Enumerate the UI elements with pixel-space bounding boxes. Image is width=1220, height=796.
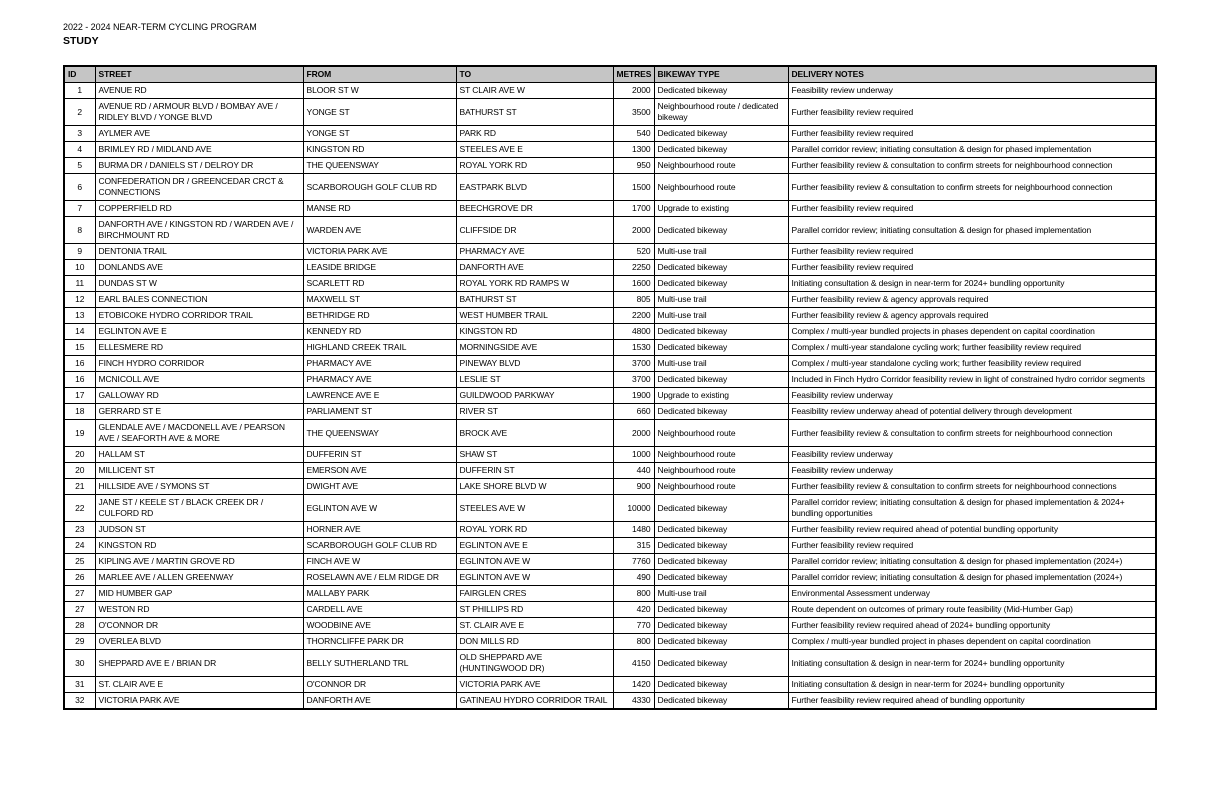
bikeway-cell: Dedicated bikeway [654, 677, 788, 693]
to-cell: EGLINTON AVE W [456, 570, 613, 586]
bikeway-cell: Dedicated bikeway [654, 618, 788, 634]
notes-cell: Further feasibility review & consultation to confirm streets for neighbourhood connection [788, 158, 1156, 174]
notes-cell: Further feasibility review required [788, 126, 1156, 142]
bikeway-cell: Dedicated bikeway [654, 634, 788, 650]
bikeway-cell: Dedicated bikeway [654, 404, 788, 420]
bikeway-cell: Multi-use trail [654, 292, 788, 308]
id-cell: 19 [64, 420, 95, 447]
notes-cell: Parallel corridor review; initiating consultation & design for phased implementation (2024+) [788, 554, 1156, 570]
metres-cell: 900 [613, 479, 654, 495]
cycling-program-table [63, 65, 1157, 710]
id-cell: 21 [64, 479, 95, 495]
bikeway-cell: Dedicated bikeway [654, 693, 788, 710]
from-cell: EMERSON AVE [303, 463, 456, 479]
id-cell: 29 [64, 634, 95, 650]
street-cell: CONFEDERATION DR / GREENCEDAR CRCT & CONNECTIONS [95, 174, 303, 201]
street-cell: JANE ST / KEELE ST / BLACK CREEK DR / CULFORD RD [95, 495, 303, 522]
id-cell: 8 [64, 217, 95, 244]
metres-cell: 315 [613, 538, 654, 554]
id-cell: 12 [64, 292, 95, 308]
notes-cell: Feasibility review underway [788, 83, 1156, 99]
table-row [64, 324, 1156, 340]
metres-cell: 7760 [613, 554, 654, 570]
street-cell: MCNICOLL AVE [95, 372, 303, 388]
table-row [64, 308, 1156, 324]
from-cell: HORNER AVE [303, 522, 456, 538]
table-row [64, 292, 1156, 308]
street-cell: FINCH HYDRO CORRIDOR [95, 356, 303, 372]
table-row [64, 650, 1156, 677]
table-row [64, 602, 1156, 618]
bikeway-cell: Multi-use trail [654, 244, 788, 260]
street-cell: KINGSTON RD [95, 538, 303, 554]
notes-cell: Parallel corridor review; initiating consultation & design for phased implementation [788, 142, 1156, 158]
street-cell: COPPERFIELD RD [95, 201, 303, 217]
id-cell: 18 [64, 404, 95, 420]
from-cell: FINCH AVE W [303, 554, 456, 570]
to-cell: GUILDWOOD PARKWAY [456, 388, 613, 404]
id-cell: 14 [64, 324, 95, 340]
to-cell: BATHURST ST [456, 99, 613, 126]
id-cell: 1 [64, 83, 95, 99]
metres-cell: 420 [613, 602, 654, 618]
id-cell: 32 [64, 693, 95, 710]
metres-cell: 1300 [613, 142, 654, 158]
bikeway-cell: Neighbourhood route [654, 463, 788, 479]
notes-cell: Initiating consultation & design in near-term for 2024+ bundling opportunity [788, 677, 1156, 693]
notes-cell: Included in Finch Hydro Corridor feasibility review in light of constrained hydro corridor segments [788, 372, 1156, 388]
notes-cell: Environmental Assessment underway [788, 586, 1156, 602]
from-cell: WOODBINE AVE [303, 618, 456, 634]
column-header-id: ID [64, 66, 95, 83]
table-row [64, 554, 1156, 570]
id-cell: 5 [64, 158, 95, 174]
notes-cell: Further feasibility review & consultation to confirm streets for neighbourhood connection [788, 420, 1156, 447]
table-row [64, 174, 1156, 201]
id-cell: 11 [64, 276, 95, 292]
from-cell: PHARMACY AVE [303, 372, 456, 388]
to-cell: STEELES AVE W [456, 495, 613, 522]
metres-cell: 3500 [613, 99, 654, 126]
street-cell: MILLICENT ST [95, 463, 303, 479]
street-cell: ST. CLAIR AVE E [95, 677, 303, 693]
notes-cell: Further feasibility review required ahead of bundling opportunity [788, 693, 1156, 710]
column-header-street: STREET [95, 66, 303, 83]
notes-cell: Complex / multi-year standalone cycling work; further feasibility review required [788, 340, 1156, 356]
id-cell: 30 [64, 650, 95, 677]
metres-cell: 490 [613, 570, 654, 586]
table-row [64, 693, 1156, 710]
metres-cell: 660 [613, 404, 654, 420]
table-row [64, 677, 1156, 693]
bikeway-cell: Neighbourhood route [654, 158, 788, 174]
to-cell: DON MILLS RD [456, 634, 613, 650]
table-row [64, 495, 1156, 522]
from-cell: O'CONNOR DR [303, 677, 456, 693]
notes-cell: Further feasibility review required [788, 99, 1156, 126]
from-cell: CARDELL AVE [303, 602, 456, 618]
metres-cell: 1480 [613, 522, 654, 538]
to-cell: EASTPARK BLVD [456, 174, 613, 201]
table-row [64, 420, 1156, 447]
street-cell: AVENUE RD [95, 83, 303, 99]
id-cell: 20 [64, 463, 95, 479]
metres-cell: 3700 [613, 356, 654, 372]
to-cell: SHAW ST [456, 447, 613, 463]
street-cell: MARLEE AVE / ALLEN GREENWAY [95, 570, 303, 586]
id-cell: 9 [64, 244, 95, 260]
bikeway-cell: Dedicated bikeway [654, 142, 788, 158]
table-row [64, 99, 1156, 126]
metres-cell: 1530 [613, 340, 654, 356]
metres-cell: 800 [613, 634, 654, 650]
table-row [64, 260, 1156, 276]
to-cell: DANFORTH AVE [456, 260, 613, 276]
metres-cell: 4800 [613, 324, 654, 340]
table-row [64, 201, 1156, 217]
street-cell: AYLMER AVE [95, 126, 303, 142]
metres-cell: 1000 [613, 447, 654, 463]
street-cell: DENTONIA TRAIL [95, 244, 303, 260]
street-cell: GALLOWAY RD [95, 388, 303, 404]
id-cell: 24 [64, 538, 95, 554]
id-cell: 10 [64, 260, 95, 276]
program-title: 2022 - 2024 NEAR-TERM CYCLING PROGRAM [63, 22, 257, 32]
bikeway-cell: Upgrade to existing [654, 201, 788, 217]
column-header-to: TO [456, 66, 613, 83]
metres-cell: 440 [613, 463, 654, 479]
notes-cell: Parallel corridor review; initiating consultation & design for phased implementation [788, 217, 1156, 244]
table-row [64, 372, 1156, 388]
bikeway-cell: Neighbourhood route / dedicated bikeway [654, 99, 788, 126]
notes-cell: Further feasibility review & agency approvals required [788, 308, 1156, 324]
to-cell: ROYAL YORK RD [456, 522, 613, 538]
from-cell: YONGE ST [303, 99, 456, 126]
street-cell: DONLANDS AVE [95, 260, 303, 276]
metres-cell: 520 [613, 244, 654, 260]
bikeway-cell: Neighbourhood route [654, 420, 788, 447]
table-row [64, 356, 1156, 372]
street-cell: AVENUE RD / ARMOUR BLVD / BOMBAY AVE / RIDLEY BLVD / YONGE BLVD [95, 99, 303, 126]
street-cell: WESTON RD [95, 602, 303, 618]
table-row [64, 404, 1156, 420]
bikeway-cell: Neighbourhood route [654, 447, 788, 463]
to-cell: PHARMACY AVE [456, 244, 613, 260]
from-cell: ROSELAWN AVE / ELM RIDGE DR [303, 570, 456, 586]
notes-cell: Further feasibility review required ahead of 2024+ bundling opportunity [788, 618, 1156, 634]
id-cell: 6 [64, 174, 95, 201]
metres-cell: 10000 [613, 495, 654, 522]
table-row [64, 126, 1156, 142]
from-cell: MANSE RD [303, 201, 456, 217]
id-cell: 4 [64, 142, 95, 158]
notes-cell: Further feasibility review required [788, 201, 1156, 217]
street-cell: BRIMLEY RD / MIDLAND AVE [95, 142, 303, 158]
bikeway-cell: Dedicated bikeway [654, 570, 788, 586]
table-row [64, 142, 1156, 158]
id-cell: 16 [64, 372, 95, 388]
id-cell: 7 [64, 201, 95, 217]
table-row [64, 586, 1156, 602]
metres-cell: 1420 [613, 677, 654, 693]
notes-cell: Feasibility review underway [788, 463, 1156, 479]
metres-cell: 2000 [613, 420, 654, 447]
from-cell: WARDEN AVE [303, 217, 456, 244]
bikeway-cell: Multi-use trail [654, 356, 788, 372]
metres-cell: 540 [613, 126, 654, 142]
to-cell: ST PHILLIPS RD [456, 602, 613, 618]
from-cell: MAXWELL ST [303, 292, 456, 308]
bikeway-cell: Dedicated bikeway [654, 372, 788, 388]
street-cell: ELLESMERE RD [95, 340, 303, 356]
street-cell: GERRARD ST E [95, 404, 303, 420]
street-cell: KIPLING AVE / MARTIN GROVE RD [95, 554, 303, 570]
from-cell: KINGSTON RD [303, 142, 456, 158]
from-cell: VICTORIA PARK AVE [303, 244, 456, 260]
from-cell: DANFORTH AVE [303, 693, 456, 710]
id-cell: 17 [64, 388, 95, 404]
notes-cell: Complex / multi-year bundled project in phases dependent on capital coordination [788, 634, 1156, 650]
from-cell: SCARLETT RD [303, 276, 456, 292]
metres-cell: 4330 [613, 693, 654, 710]
from-cell: PARLIAMENT ST [303, 404, 456, 420]
table-row [64, 244, 1156, 260]
to-cell: ST CLAIR AVE W [456, 83, 613, 99]
table-row [64, 570, 1156, 586]
table-row [64, 447, 1156, 463]
to-cell: LESLIE ST [456, 372, 613, 388]
street-cell: EARL BALES CONNECTION [95, 292, 303, 308]
notes-cell: Feasibility review underway [788, 447, 1156, 463]
notes-cell: Parallel corridor review; initiating consultation & design for phased implementation & 2024+ bundling opportunities [788, 495, 1156, 522]
metres-cell: 1900 [613, 388, 654, 404]
id-cell: 31 [64, 677, 95, 693]
bikeway-cell: Dedicated bikeway [654, 83, 788, 99]
to-cell: PARK RD [456, 126, 613, 142]
table-row [64, 522, 1156, 538]
id-cell: 3 [64, 126, 95, 142]
from-cell: THORNCLIFFE PARK DR [303, 634, 456, 650]
from-cell: BELLY SUTHERLAND TRL [303, 650, 456, 677]
street-cell: GLENDALE AVE / MACDONELL AVE / PEARSON AVE / SEAFORTH AVE & MORE [95, 420, 303, 447]
id-cell: 27 [64, 602, 95, 618]
to-cell: PINEWAY BLVD [456, 356, 613, 372]
bikeway-cell: Dedicated bikeway [654, 602, 788, 618]
to-cell: RIVER ST [456, 404, 613, 420]
title-block [63, 22, 257, 48]
from-cell: LEASIDE BRIDGE [303, 260, 456, 276]
to-cell: OLD SHEPPARD AVE (HUNTINGWOOD DR) [456, 650, 613, 677]
metres-cell: 2000 [613, 217, 654, 244]
notes-cell: Initiating consultation & design in near-term for 2024+ bundling opportunity [788, 276, 1156, 292]
metres-cell: 2000 [613, 83, 654, 99]
table-header-row [64, 66, 1156, 83]
table-row [64, 388, 1156, 404]
street-cell: VICTORIA PARK AVE [95, 693, 303, 710]
table-row [64, 538, 1156, 554]
street-cell: OVERLEA BLVD [95, 634, 303, 650]
street-cell: DANFORTH AVE / KINGSTON RD / WARDEN AVE / BIRCHMOUNT RD [95, 217, 303, 244]
bikeway-cell: Multi-use trail [654, 586, 788, 602]
notes-cell: Route dependent on outcomes of primary route feasibility (Mid-Humber Gap) [788, 602, 1156, 618]
id-cell: 23 [64, 522, 95, 538]
bikeway-cell: Neighbourhood route [654, 174, 788, 201]
from-cell: BETHRIDGE RD [303, 308, 456, 324]
bikeway-cell: Neighbourhood route [654, 479, 788, 495]
table-row [64, 158, 1156, 174]
table-row [64, 463, 1156, 479]
from-cell: HIGHLAND CREEK TRAIL [303, 340, 456, 356]
street-cell: HILLSIDE AVE / SYMONS ST [95, 479, 303, 495]
to-cell: EGLINTON AVE W [456, 554, 613, 570]
metres-cell: 3700 [613, 372, 654, 388]
id-cell: 28 [64, 618, 95, 634]
from-cell: SCARBOROUGH GOLF CLUB RD [303, 538, 456, 554]
bikeway-cell: Dedicated bikeway [654, 276, 788, 292]
metres-cell: 4150 [613, 650, 654, 677]
metres-cell: 1700 [613, 201, 654, 217]
notes-cell: Further feasibility review required [788, 538, 1156, 554]
from-cell: SCARBOROUGH GOLF CLUB RD [303, 174, 456, 201]
notes-cell: Complex / multi-year bundled projects in phases dependent on capital coordination [788, 324, 1156, 340]
to-cell: LAKE SHORE BLVD W [456, 479, 613, 495]
bikeway-cell: Dedicated bikeway [654, 495, 788, 522]
column-header-metres: METRES [613, 66, 654, 83]
metres-cell: 2250 [613, 260, 654, 276]
id-cell: 20 [64, 447, 95, 463]
id-cell: 25 [64, 554, 95, 570]
metres-cell: 805 [613, 292, 654, 308]
notes-cell: Further feasibility review & consultation to confirm streets for neighbourhood connections [788, 479, 1156, 495]
bikeway-cell: Dedicated bikeway [654, 522, 788, 538]
street-cell: O'CONNOR DR [95, 618, 303, 634]
bikeway-cell: Dedicated bikeway [654, 324, 788, 340]
table-row [64, 276, 1156, 292]
notes-cell: Further feasibility review required ahead of potential bundling opportunity [788, 522, 1156, 538]
to-cell: FAIRGLEN CRES [456, 586, 613, 602]
bikeway-cell: Dedicated bikeway [654, 538, 788, 554]
street-cell: HALLAM ST [95, 447, 303, 463]
bikeway-cell: Upgrade to existing [654, 388, 788, 404]
table-row [64, 618, 1156, 634]
table-row [64, 217, 1156, 244]
street-cell: BURMA DR / DANIELS ST / DELROY DR [95, 158, 303, 174]
notes-cell: Complex / multi-year standalone cycling work; further feasibility review required [788, 356, 1156, 372]
table-body [64, 83, 1156, 710]
to-cell: BATHURST ST [456, 292, 613, 308]
notes-cell: Further feasibility review required [788, 260, 1156, 276]
metres-cell: 2200 [613, 308, 654, 324]
street-cell: ETOBICOKE HYDRO CORRIDOR TRAIL [95, 308, 303, 324]
bikeway-cell: Dedicated bikeway [654, 126, 788, 142]
metres-cell: 1600 [613, 276, 654, 292]
metres-cell: 770 [613, 618, 654, 634]
to-cell: ROYAL YORK RD [456, 158, 613, 174]
street-cell: DUNDAS ST W [95, 276, 303, 292]
metres-cell: 950 [613, 158, 654, 174]
bikeway-cell: Multi-use trail [654, 308, 788, 324]
to-cell: WEST HUMBER TRAIL [456, 308, 613, 324]
to-cell: BROCK AVE [456, 420, 613, 447]
from-cell: LAWRENCE AVE E [303, 388, 456, 404]
to-cell: ROYAL YORK RD RAMPS W [456, 276, 613, 292]
street-cell: EGLINTON AVE E [95, 324, 303, 340]
column-header-delivery-notes: DELIVERY NOTES [788, 66, 1156, 83]
id-cell: 27 [64, 586, 95, 602]
notes-cell: Further feasibility review required [788, 244, 1156, 260]
from-cell: MALLABY PARK [303, 586, 456, 602]
notes-cell: Feasibility review underway [788, 388, 1156, 404]
metres-cell: 1500 [613, 174, 654, 201]
notes-cell: Feasibility review underway ahead of potential delivery through development [788, 404, 1156, 420]
to-cell: EGLINTON AVE E [456, 538, 613, 554]
table-row [64, 83, 1156, 99]
to-cell: STEELES AVE E [456, 142, 613, 158]
to-cell: DUFFERIN ST [456, 463, 613, 479]
street-cell: MID HUMBER GAP [95, 586, 303, 602]
bikeway-cell: Dedicated bikeway [654, 340, 788, 356]
from-cell: DUFFERIN ST [303, 447, 456, 463]
column-header-from: FROM [303, 66, 456, 83]
to-cell: BEECHGROVE DR [456, 201, 613, 217]
to-cell: GATINEAU HYDRO CORRIDOR TRAIL [456, 693, 613, 710]
from-cell: BLOOR ST W [303, 83, 456, 99]
street-cell: JUDSON ST [95, 522, 303, 538]
id-cell: 22 [64, 495, 95, 522]
to-cell: KINGSTON RD [456, 324, 613, 340]
from-cell: KENNEDY RD [303, 324, 456, 340]
table-row [64, 634, 1156, 650]
from-cell: PHARMACY AVE [303, 356, 456, 372]
section-title: STUDY [63, 35, 99, 47]
bikeway-cell: Dedicated bikeway [654, 554, 788, 570]
table-row [64, 479, 1156, 495]
bikeway-cell: Dedicated bikeway [654, 217, 788, 244]
table-row [64, 340, 1156, 356]
to-cell: CLIFFSIDE DR [456, 217, 613, 244]
to-cell: MORNINGSIDE AVE [456, 340, 613, 356]
bikeway-cell: Dedicated bikeway [654, 260, 788, 276]
from-cell: YONGE ST [303, 126, 456, 142]
id-cell: 2 [64, 99, 95, 126]
from-cell: EGLINTON AVE W [303, 495, 456, 522]
notes-cell: Initiating consultation & design in near-term for 2024+ bundling opportunity [788, 650, 1156, 677]
street-cell: SHEPPARD AVE E / BRIAN DR [95, 650, 303, 677]
column-header-bikeway-type: BIKEWAY TYPE [654, 66, 788, 83]
id-cell: 16 [64, 356, 95, 372]
from-cell: THE QUEENSWAY [303, 420, 456, 447]
id-cell: 13 [64, 308, 95, 324]
notes-cell: Further feasibility review & agency approvals required [788, 292, 1156, 308]
metres-cell: 800 [613, 586, 654, 602]
notes-cell: Further feasibility review & consultation to confirm streets for neighbourhood connection [788, 174, 1156, 201]
notes-cell: Parallel corridor review; initiating consultation & design for phased implementation (2024+) [788, 570, 1156, 586]
bikeway-cell: Dedicated bikeway [654, 650, 788, 677]
from-cell: DWIGHT AVE [303, 479, 456, 495]
id-cell: 15 [64, 340, 95, 356]
id-cell: 26 [64, 570, 95, 586]
to-cell: ST. CLAIR AVE E [456, 618, 613, 634]
from-cell: THE QUEENSWAY [303, 158, 456, 174]
to-cell: VICTORIA PARK AVE [456, 677, 613, 693]
